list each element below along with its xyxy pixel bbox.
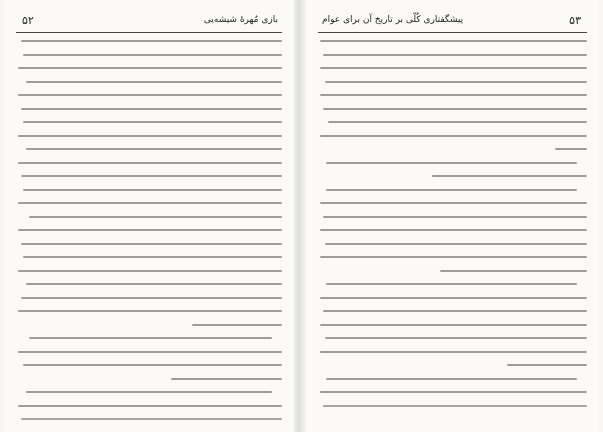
text-line: [320, 351, 587, 353]
quoted-line: [432, 175, 587, 177]
text-line: [21, 243, 282, 245]
text-line: [320, 256, 587, 258]
quoted-line: [326, 162, 577, 164]
text-line: [507, 364, 587, 366]
text-line: [320, 67, 587, 69]
text-line: [18, 229, 282, 231]
text-line: [555, 148, 587, 150]
text-line: [323, 310, 587, 312]
text-line: [18, 94, 282, 96]
left-running-head: بازی مُهرهٔ شیشه‌یی: [203, 15, 278, 25]
text-line: [440, 270, 587, 272]
left-page-header: [16, 14, 282, 33]
quoted-line: [326, 378, 577, 380]
quoted-line: [326, 283, 577, 285]
text-line: [18, 202, 282, 204]
text-line: [325, 243, 587, 245]
text-line: [18, 405, 282, 407]
text-line: [323, 405, 587, 407]
text-line: [21, 175, 282, 177]
text-line: [21, 40, 282, 42]
text-line: [323, 108, 587, 110]
text-line: [320, 324, 587, 326]
text-line: [325, 337, 587, 339]
right-page-header: [318, 14, 587, 33]
right-page-number: ۵۳: [569, 14, 581, 27]
text-line: [18, 67, 282, 69]
text-line: [23, 364, 282, 366]
text-line: [320, 297, 587, 299]
text-line: [23, 256, 282, 258]
text-line: [320, 391, 587, 393]
text-line: [21, 297, 282, 299]
text-line: [320, 229, 587, 231]
text-line: [320, 202, 587, 204]
text-line: [320, 135, 587, 137]
text-line: [323, 54, 587, 56]
text-line: [18, 351, 282, 353]
text-line: [171, 378, 282, 380]
quoted-line: [26, 391, 272, 393]
text-line: [23, 121, 282, 123]
text-line: [29, 216, 282, 218]
quoted-line: [326, 189, 577, 191]
text-line: [18, 310, 282, 312]
text-line: [23, 189, 282, 191]
text-line: [325, 81, 587, 83]
text-line: [328, 121, 587, 123]
book-gutter: [294, 0, 306, 432]
left-page-body: [18, 40, 282, 424]
text-line: [23, 54, 282, 56]
text-line: [26, 283, 282, 285]
right-running-head: پیشگفتاری کُلّی بر تاریخ آن برای عوام: [322, 15, 464, 25]
right-page-body: [320, 40, 587, 424]
text-line: [18, 270, 282, 272]
text-line: [18, 162, 282, 164]
left-page-number: ۵۲: [22, 14, 34, 27]
text-line: [18, 135, 282, 137]
quoted-line: [29, 337, 272, 339]
text-line: [26, 148, 282, 150]
left-page: [4, 0, 294, 432]
right-page: [306, 0, 599, 432]
text-line: [320, 94, 587, 96]
text-line: [26, 81, 282, 83]
text-line: [21, 108, 282, 110]
text-line: [21, 418, 282, 420]
text-line: [192, 324, 282, 326]
text-line: [320, 40, 587, 42]
text-line: [323, 216, 587, 218]
